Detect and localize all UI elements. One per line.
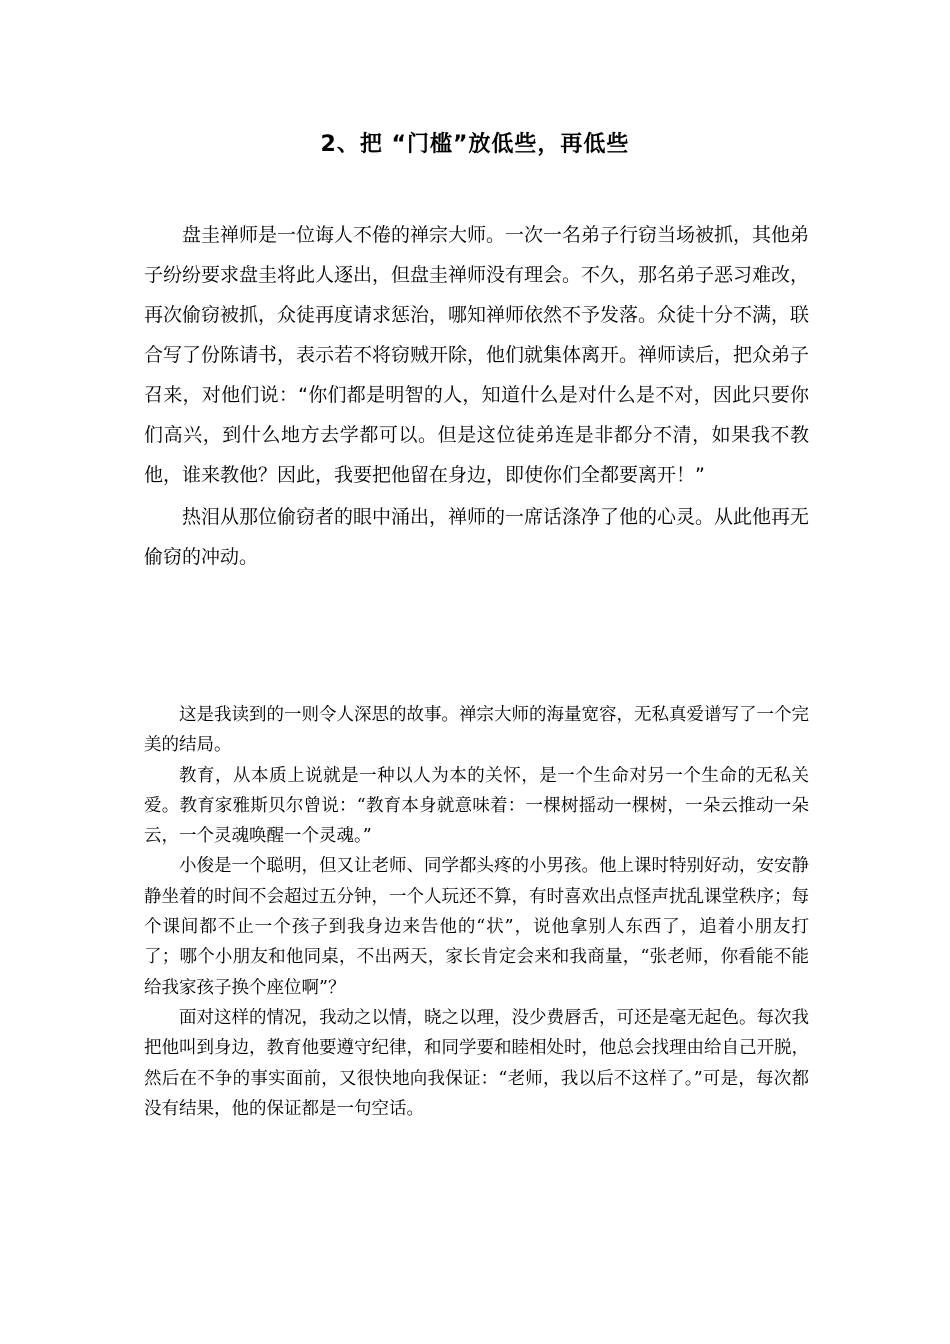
essay-paragraph: 教育，从本质上说就是一种以人为本的关怀，是一个生命对另一个生命的无私关爱。教育家雅斯贝尔曾说：“教育本身就意味着：一棵树摇动一棵树，一朵云推动一朵云，一个灵魂唤醒一个灵魂。”	[144, 765, 809, 847]
essay-section	[144, 700, 809, 1124]
document-title: 2、把 “门槛”放低些，再低些	[320, 131, 630, 157]
essay-paragraph: 面对这样的情况，我动之以情，晓之以理，没少费唇舌，可还是毫无起色。每次我把他叫到身边，教育他要遵守纪律，和同学要和睦相处时，他总会找理由给自己开脱，然后在不争的事实面前，又很快地向我保证：“老师，我以后不这样了。”可是，每次都没有结果，他的保证都是一句空话。	[144, 1007, 809, 1119]
essay-paragraph: 小俊是一个聪明，但又让老师、同学都头疼的小男孩。他上课时特别好动，安安静静坐着的时间不会超过五分钟，一个人玩还不算，有时喜欢出点怪声扰乱课堂秩序；每个课间都不止一个孩子到我身边来告他的“状”，说他拿别人东西了，追着小朋友打了；哪个小朋友和他同桌，不出两天，家长肯定会来和我商量，“张老师，你看能不能给我家孩子换个座位啊”？	[144, 856, 809, 998]
story-paragraph: 盘圭禅师是一位诲人不倦的禅宗大师。一次一名弟子行窃当场被抓，其他弟子纷纷要求盘圭将此人逐出，但盘圭禅师没有理会。不久，那名弟子恶习难改，再次偷窃被抓，众徒再度请求惩治，哪知禅师依然不予发落。众徒十分不满，联合写了份陈请书，表示若不将窃贼开除，他们就集体离开。禅师读后，把众弟子召来，对他们说：“你们都是明智的人，知道什么是对什么是不对，因此只要你们高兴，到什么地方去学都可以。但是这位徒弟连是非都分不清，如果我不教他，谁来教他？因此，我要把他留在身边，即使你们全都要离开！”	[144, 224, 810, 486]
essay-paragraph: 这是我读到的一则令人深思的故事。禅宗大师的海量宽容，无私真爱谱写了一个完美的结局。	[144, 705, 809, 756]
story-paragraph: 热泪从那位偷窃者的眼中涌出，禅师的一席话涤净了他的心灵。从此他再无偷窃的冲动。	[144, 506, 810, 568]
story-section	[144, 215, 809, 577]
